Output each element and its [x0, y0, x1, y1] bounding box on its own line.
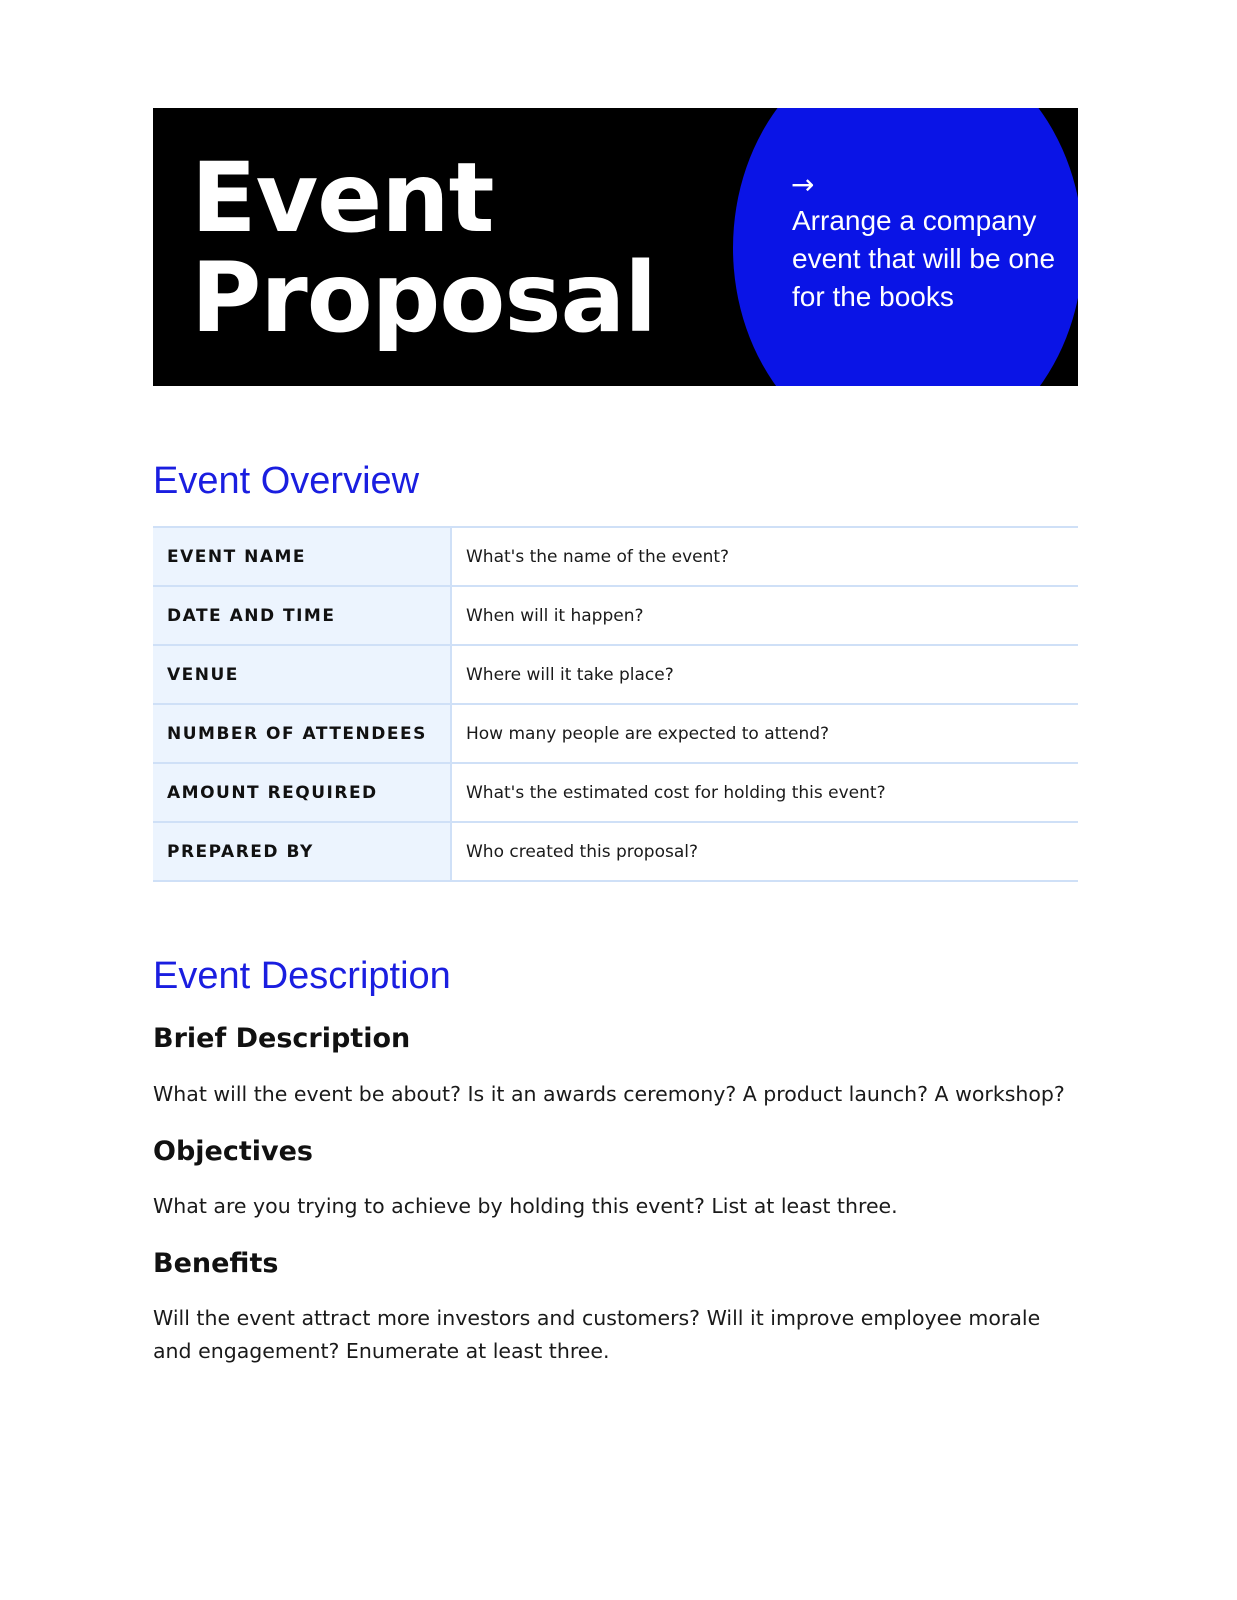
table-row [153, 586, 1078, 645]
event-overview-table [153, 526, 1078, 882]
title-line-event: Event [191, 142, 494, 254]
brief-description-heading: Brief Description [153, 1023, 411, 1054]
row-value-event-name: What's the name of the event? [451, 527, 1078, 586]
objectives-heading: Objectives [153, 1136, 313, 1167]
objectives-text: What are you trying to achieve by holding this event? List at least three. [153, 1194, 898, 1218]
benefits-text: Will the event attract more investors and customers? Will it improve employee morale and engagement? Enumerate at least three. [153, 1306, 1041, 1363]
benefits-heading: Benefits [153, 1248, 279, 1279]
row-value-amount-required: What's the estimated cost for holding this event? [451, 763, 1078, 822]
brief-description-text: What will the event be about? Is it an awards ceremony? A product launch? A workshop? [153, 1082, 1065, 1106]
event-description-heading: Event Description [153, 955, 451, 997]
event-overview-heading: Event Overview [153, 460, 420, 502]
table-row [153, 763, 1078, 822]
row-label-date-and-time: DATE AND TIME [153, 586, 451, 645]
row-value-venue: Where will it take place? [451, 645, 1078, 704]
title-line-proposal: Proposal [191, 242, 657, 354]
table-row [153, 645, 1078, 704]
row-label-venue: VENUE [153, 645, 451, 704]
title-banner [153, 108, 1078, 386]
row-label-amount-required: AMOUNT REQUIRED [153, 763, 451, 822]
row-value-prepared-by: Who created this proposal? [451, 822, 1078, 881]
right-arrow-icon: → [791, 168, 815, 201]
row-label-number-of-attendees: NUMBER OF ATTENDEES [153, 704, 451, 763]
row-label-prepared-by: PREPARED BY [153, 822, 451, 881]
row-value-number-of-attendees: How many people are expected to attend? [451, 704, 1078, 763]
table-row [153, 527, 1078, 586]
banner-tagline: Arrange a company event that will be one for the books [792, 205, 1056, 312]
table-row [153, 822, 1078, 881]
row-label-event-name: EVENT NAME [153, 527, 451, 586]
table-row [153, 704, 1078, 763]
row-value-date-and-time: When will it happen? [451, 586, 1078, 645]
